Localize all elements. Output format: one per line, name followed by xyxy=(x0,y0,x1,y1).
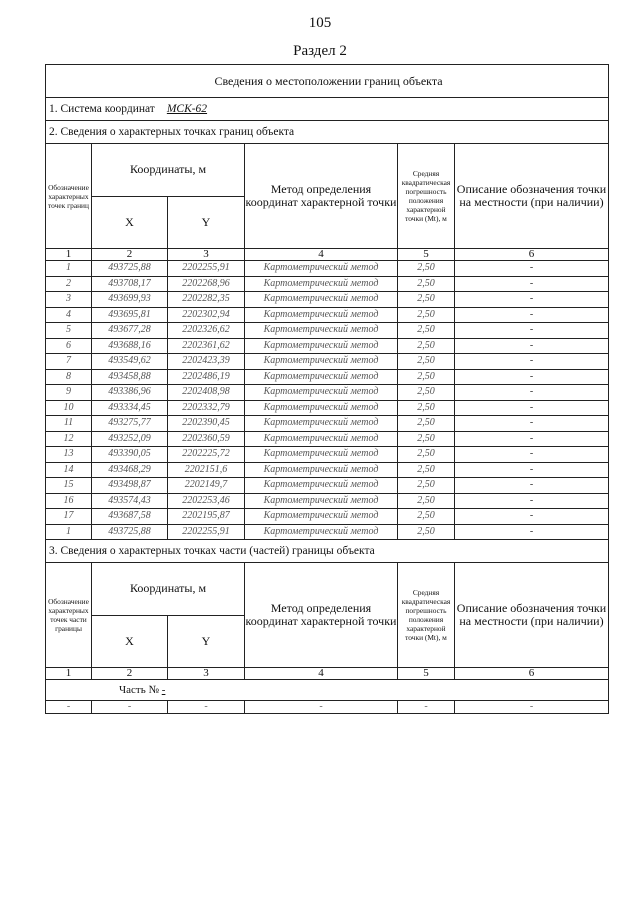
coord-system-value: МСК-62 xyxy=(166,103,208,115)
table-row xyxy=(46,509,609,525)
section3-title-row xyxy=(46,540,609,563)
table-cell: 11 xyxy=(46,416,92,432)
table-row xyxy=(46,338,609,354)
table-cell: 7 xyxy=(46,354,92,370)
table-cell: 1 xyxy=(46,668,92,680)
table-row xyxy=(46,323,609,339)
section2-title-row xyxy=(46,121,609,144)
table-cell: 493708,17 xyxy=(92,276,168,292)
table-cell: Картометрический метод xyxy=(245,354,398,370)
table-cell: 493334,45 xyxy=(92,400,168,416)
table-cell: 493252,09 xyxy=(92,431,168,447)
table-cell: 9 xyxy=(46,385,92,401)
table-row xyxy=(46,447,609,463)
table-cell: 2202255,91 xyxy=(168,261,245,277)
table-cell: - xyxy=(455,701,609,714)
table-row xyxy=(46,493,609,509)
table-cell: - xyxy=(455,400,609,416)
header-coords-part: Координаты, м xyxy=(92,563,245,616)
table-cell: - xyxy=(455,385,609,401)
header-error: Средняя квадратическая погрешность положения характерной точки (Mt), м xyxy=(398,144,455,249)
table-cell: 14 xyxy=(46,462,92,478)
table-cell: 2 xyxy=(92,249,168,261)
boundary-table xyxy=(45,64,609,714)
table-cell: 2,50 xyxy=(398,447,455,463)
header-y-part: Y xyxy=(168,615,245,668)
table-title-row xyxy=(46,65,609,98)
table-cell: - xyxy=(455,478,609,494)
table-row xyxy=(46,292,609,308)
table-cell: 4 xyxy=(46,307,92,323)
table-cell: 3 xyxy=(46,292,92,308)
table-cell: 2,50 xyxy=(398,509,455,525)
header-method: Метод определения координат характерной точки xyxy=(245,144,398,249)
table-cell: 2,50 xyxy=(398,369,455,385)
part-label: Часть № xyxy=(119,684,159,696)
table-cell: Картометрический метод xyxy=(245,493,398,509)
table-cell: - xyxy=(455,416,609,432)
table-cell: 13 xyxy=(46,447,92,463)
table-cell: 493498,87 xyxy=(92,478,168,494)
table-cell: 493468,29 xyxy=(92,462,168,478)
table-cell: 2 xyxy=(46,276,92,292)
table-cell: - xyxy=(455,369,609,385)
part-data-row xyxy=(46,701,609,714)
table-cell: 2202255,91 xyxy=(168,524,245,540)
table-cell: 1 xyxy=(46,249,92,261)
table-cell: 493687,58 xyxy=(92,509,168,525)
coord-system xyxy=(46,98,609,121)
table-cell: 2,50 xyxy=(398,338,455,354)
table-cell: 493275,77 xyxy=(92,416,168,432)
table-cell: - xyxy=(455,354,609,370)
table-cell: 2202390,45 xyxy=(168,416,245,432)
column-numbers-row xyxy=(46,668,609,680)
table-cell: 2,50 xyxy=(398,431,455,447)
table-cell: Картометрический метод xyxy=(245,416,398,432)
table-cell: 2202268,96 xyxy=(168,276,245,292)
table-cell: 2202282,35 xyxy=(168,292,245,308)
table-cell: 6 xyxy=(455,249,609,261)
table-cell: - xyxy=(455,509,609,525)
table-cell: Картометрический метод xyxy=(245,509,398,525)
coord-system-row xyxy=(46,98,609,121)
table-cell: 2,50 xyxy=(398,416,455,432)
table-cell: 2202253,46 xyxy=(168,493,245,509)
header-point-label: Обозначение характерных точек границ xyxy=(46,144,92,249)
table-row xyxy=(46,385,609,401)
table-row xyxy=(46,276,609,292)
table-row xyxy=(46,431,609,447)
table-cell: - xyxy=(455,323,609,339)
table-cell: Картометрический метод xyxy=(245,431,398,447)
table-cell: Картометрический метод xyxy=(245,462,398,478)
table-cell: 2,50 xyxy=(398,385,455,401)
table-row xyxy=(46,261,609,277)
table-cell: 5 xyxy=(398,668,455,680)
table-cell: - xyxy=(398,701,455,714)
table-cell: 2202408,98 xyxy=(168,385,245,401)
table-cell: 493549,62 xyxy=(92,354,168,370)
table-cell: 17 xyxy=(46,509,92,525)
page-number: 105 xyxy=(308,15,332,31)
table-cell: Картометрический метод xyxy=(245,447,398,463)
header-method-part: Метод определения координат характерной точки xyxy=(245,563,398,668)
table-cell: 2202149,7 xyxy=(168,478,245,494)
coord-system-label: 1. Система координат xyxy=(49,103,155,115)
table-cell: 1 xyxy=(46,261,92,277)
header-description-part: Описание обозначения точки на местности (при наличии) xyxy=(455,563,609,668)
table-cell: Картометрический метод xyxy=(245,307,398,323)
table-cell: 493725,88 xyxy=(92,261,168,277)
table-row xyxy=(46,400,609,416)
table-cell: 15 xyxy=(46,478,92,494)
table-cell: - xyxy=(455,338,609,354)
table-cell: 2,50 xyxy=(398,493,455,509)
section3-header-row-1 xyxy=(46,563,609,616)
table-cell: 2,50 xyxy=(398,323,455,339)
table-cell: 2,50 xyxy=(398,354,455,370)
part-value: - xyxy=(161,684,166,696)
table-cell: - xyxy=(455,462,609,478)
table-cell: 493677,28 xyxy=(92,323,168,339)
header-error-part: Средняя квадратическая погрешность положения характерной точки (Mt), м xyxy=(398,563,455,668)
header-description: Описание обозначения точки на местности (при наличии) xyxy=(455,144,609,249)
table-title: Сведения о местоположении границ объекта xyxy=(46,65,609,98)
table-cell: 493574,43 xyxy=(92,493,168,509)
table-cell: - xyxy=(455,261,609,277)
table-cell: Картометрический метод xyxy=(245,400,398,416)
table-cell: 5 xyxy=(46,323,92,339)
table-cell: 2202423,39 xyxy=(168,354,245,370)
table-cell: Картометрический метод xyxy=(245,292,398,308)
header-x: X xyxy=(92,196,168,249)
header-x-part: X xyxy=(92,615,168,668)
table-row xyxy=(46,354,609,370)
table-cell: 2202225,72 xyxy=(168,447,245,463)
table-row xyxy=(46,478,609,494)
table-cell: 2,50 xyxy=(398,261,455,277)
table-cell: - xyxy=(455,292,609,308)
table-cell: - xyxy=(455,524,609,540)
table-cell: Картометрический метод xyxy=(245,276,398,292)
table-row xyxy=(46,307,609,323)
table-cell: 2202326,62 xyxy=(168,323,245,339)
table-cell: - xyxy=(46,701,92,714)
part-row xyxy=(46,680,609,701)
table-cell: 2202151,6 xyxy=(168,462,245,478)
table-cell: 16 xyxy=(46,493,92,509)
table-cell: 3 xyxy=(168,249,245,261)
table-cell: 2,50 xyxy=(398,400,455,416)
table-cell: 493699,93 xyxy=(92,292,168,308)
table-cell: - xyxy=(455,447,609,463)
table-cell: 2202360,59 xyxy=(168,431,245,447)
table-cell: - xyxy=(455,493,609,509)
table-cell: 2,50 xyxy=(398,307,455,323)
table-cell: 2202302,94 xyxy=(168,307,245,323)
table-cell: Картометрический метод xyxy=(245,385,398,401)
table-cell: 10 xyxy=(46,400,92,416)
header-point-label-part: Обозначение характерных точек части границы xyxy=(46,563,92,668)
table-cell: 493386,96 xyxy=(92,385,168,401)
section-title: Раздел 2 xyxy=(293,43,347,59)
table-cell: 2,50 xyxy=(398,276,455,292)
table-cell: 2,50 xyxy=(398,462,455,478)
table-cell: Картометрический метод xyxy=(245,478,398,494)
table-row xyxy=(46,462,609,478)
section2-title: 2. Сведения о характерных точках границ объекта xyxy=(46,121,609,144)
table-cell: 493725,88 xyxy=(92,524,168,540)
table-cell: 8 xyxy=(46,369,92,385)
table-cell: 493458,88 xyxy=(92,369,168,385)
table-cell: 6 xyxy=(46,338,92,354)
section2-header-row-1 xyxy=(46,144,609,197)
column-numbers-row xyxy=(46,249,609,261)
table-cell: 1 xyxy=(46,524,92,540)
table-cell: 2202195,87 xyxy=(168,509,245,525)
part-label-cell xyxy=(46,680,609,701)
table-cell: - xyxy=(92,701,168,714)
table-cell: 5 xyxy=(398,249,455,261)
header-coords: Координаты, м xyxy=(92,144,245,197)
table-cell: 4 xyxy=(245,249,398,261)
boundary-sheet xyxy=(45,64,608,714)
table-cell: 2,50 xyxy=(398,292,455,308)
table-cell: - xyxy=(168,701,245,714)
table-cell: 493390,05 xyxy=(92,447,168,463)
table-cell: Картометрический метод xyxy=(245,369,398,385)
section3-title: 3. Сведения о характерных точках части (частей) границы объекта xyxy=(46,540,609,563)
table-cell: 12 xyxy=(46,431,92,447)
table-cell: - xyxy=(455,431,609,447)
table-cell: Картометрический метод xyxy=(245,261,398,277)
table-cell: Картометрический метод xyxy=(245,338,398,354)
table-cell: 2202486,19 xyxy=(168,369,245,385)
table-cell: 2,50 xyxy=(398,524,455,540)
table-cell: - xyxy=(455,307,609,323)
table-row xyxy=(46,416,609,432)
table-cell: 2202332,79 xyxy=(168,400,245,416)
table-cell: 4 xyxy=(245,668,398,680)
table-row xyxy=(46,524,609,540)
table-cell: 2 xyxy=(92,668,168,680)
table-cell: - xyxy=(455,276,609,292)
table-row xyxy=(46,369,609,385)
table-cell: 2,50 xyxy=(398,478,455,494)
table-cell: 493695,81 xyxy=(92,307,168,323)
table-cell: - xyxy=(245,701,398,714)
header-y: Y xyxy=(168,196,245,249)
table-cell: 2202361,62 xyxy=(168,338,245,354)
table-cell: 493688,16 xyxy=(92,338,168,354)
table-cell: 3 xyxy=(168,668,245,680)
table-cell: Картометрический метод xyxy=(245,323,398,339)
table-cell: Картометрический метод xyxy=(245,524,398,540)
table-cell: 6 xyxy=(455,668,609,680)
